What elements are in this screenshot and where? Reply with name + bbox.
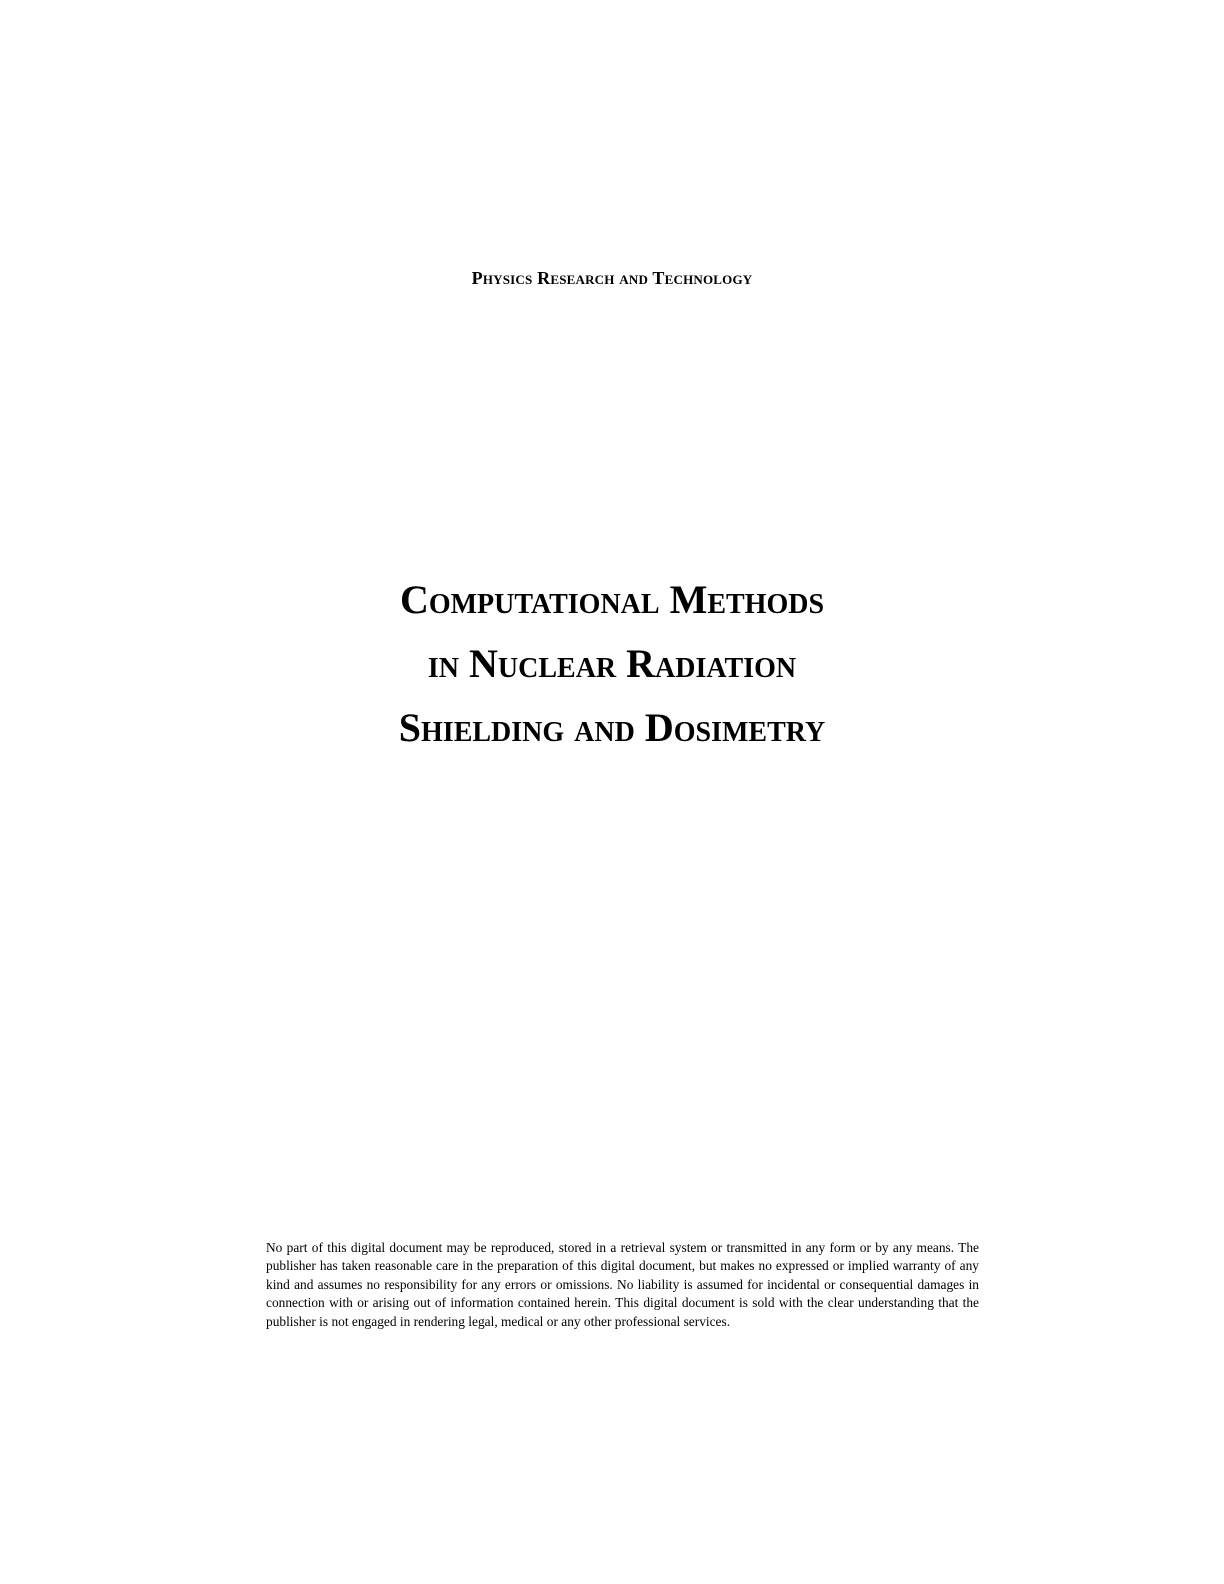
book-title-line-1: Computational Methods bbox=[399, 577, 825, 622]
series-title: Physics Research and Technology bbox=[471, 268, 753, 288]
copyright-notice: No part of this digital document may be reproduced, stored in a retrieval system or transmitted in any form or by any means. The publisher has taken reasonable care in the preparation of this digital document, but makes no expressed or implied warranty of any kind and assumes no responsibility for any errors or omissions. No liability is assumed for incidental or consequential damages in connection with or arising out of information contained herein. This digital document is sold with the clear understanding that the publisher is not engaged in rendering legal, medical or any other professional services. bbox=[266, 1240, 979, 1329]
book-title-line-2: in Nuclear Radiation bbox=[427, 641, 797, 686]
book-title-line-3: Shielding and Dosimetry bbox=[398, 705, 826, 750]
book-title bbox=[0, 568, 1224, 760]
